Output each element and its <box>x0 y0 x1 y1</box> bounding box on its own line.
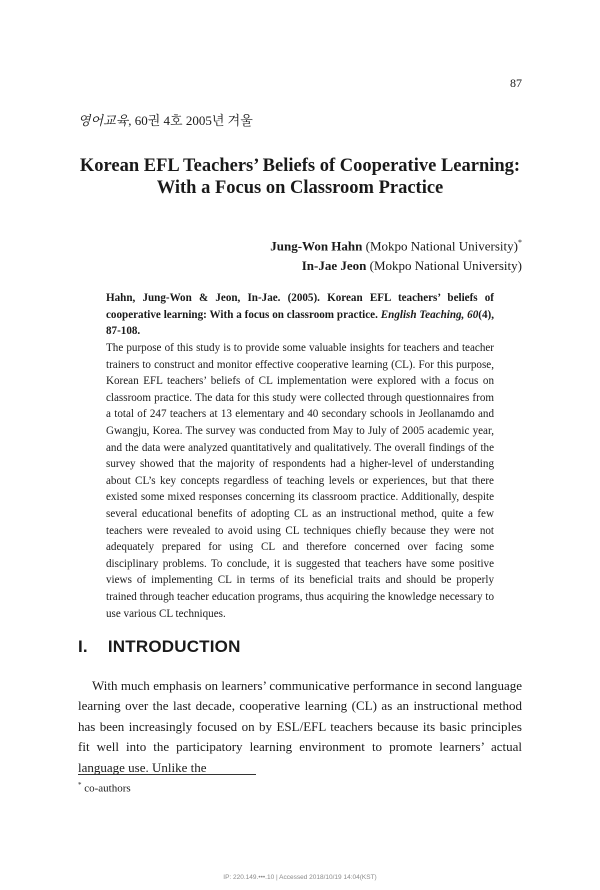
journal-issue: , 60권 4호 2005년 겨울 <box>128 113 253 128</box>
author-1-name: Jung-Won Hahn <box>270 238 363 254</box>
section-heading <box>78 637 241 657</box>
paper-title-line-2: With a Focus on Classroom Practice <box>156 178 444 198</box>
page-number: 87 <box>510 76 522 90</box>
abstract-text: The purpose of this study is to provide some valuable insights for teachers and teacher trainers to construct and monitor effective cooperative learning (CL). For this purpose, Korean EFL teachers’ beliefs of CL implementation were explored with a focus on classroom practice. The data for this study were collected through questionnaires from a total of 247 teachers at 13 elementary and 40 secondary schools in Jeollanamdo and Gwangju, Korea. The survey was conducted from May to July of 2005 academic year, and the data were analyzed quantitatively and qualitatively. The overall findings of the survey showed that the majority of respondents had a higher-level of understanding about CL’s key concepts regardless of teaching levels or experiences, but that there existed some mixed responses concerning its classroom practice. Additionally, despite several educational benefits of adopting CL as an instructional method, quite a few teachers were revealed to avoid using CL techniques chiefly because they were not adequately prepared for using CL and therefore concerned over facing some disciplinary problems. To conclude, it is suggested that teachers have some positive views of implementing CL in terms of its beneficial traits and should be properly trained through teacher education programs, thus acquiring the knowledge necessary to use various CL techniques. <box>106 342 494 620</box>
paper-title-line-1: Korean EFL Teachers’ Beliefs of Cooperative Learning: <box>79 156 521 176</box>
citation-text: Hahn, Jung-Won & Jeon, In-Jae. (2005). Korean EFL teachers’ beliefs of cooperative learning: With a focus on classroom practice. <box>106 292 494 321</box>
author-1-affiliation: (Mokpo National University) <box>362 238 518 254</box>
journal-name: 영어교육 <box>78 113 129 128</box>
citation-journal: English Teaching, 60 <box>380 308 479 321</box>
citation <box>106 290 494 340</box>
author-2-name: In-Jae Jeon <box>301 258 367 274</box>
author-2-affiliation: (Mokpo National University) <box>366 258 522 274</box>
author-1 <box>270 233 522 256</box>
access-footer: IP: 220.149.•••.10 | Accessed 2018/10/19 14:04(KST) <box>223 874 377 881</box>
author-list <box>270 233 522 276</box>
author-2 <box>270 256 522 276</box>
section-number: I. <box>78 637 88 656</box>
section-title: INTRODUCTION <box>107 637 241 656</box>
footnote-mark: * <box>78 781 82 789</box>
paper-title <box>60 155 540 199</box>
footnote <box>78 781 131 795</box>
journal-header <box>78 110 253 129</box>
footnote-divider <box>78 774 256 775</box>
intro-paragraph: With much emphasis on learners’ communicative performance in second language learning over the last decade, cooperative learning (CL) as an instructional method has been increasingly focused on by ESL/EFL teachers because its basic principles fit well into the participatory learning environment to promote learners’ actual language use. Unlike the <box>78 678 522 775</box>
footnote-text: co-authors <box>81 782 131 795</box>
citation-tail: (4), 87-108. <box>106 308 494 337</box>
author-1-footnote-mark: * <box>518 238 522 247</box>
